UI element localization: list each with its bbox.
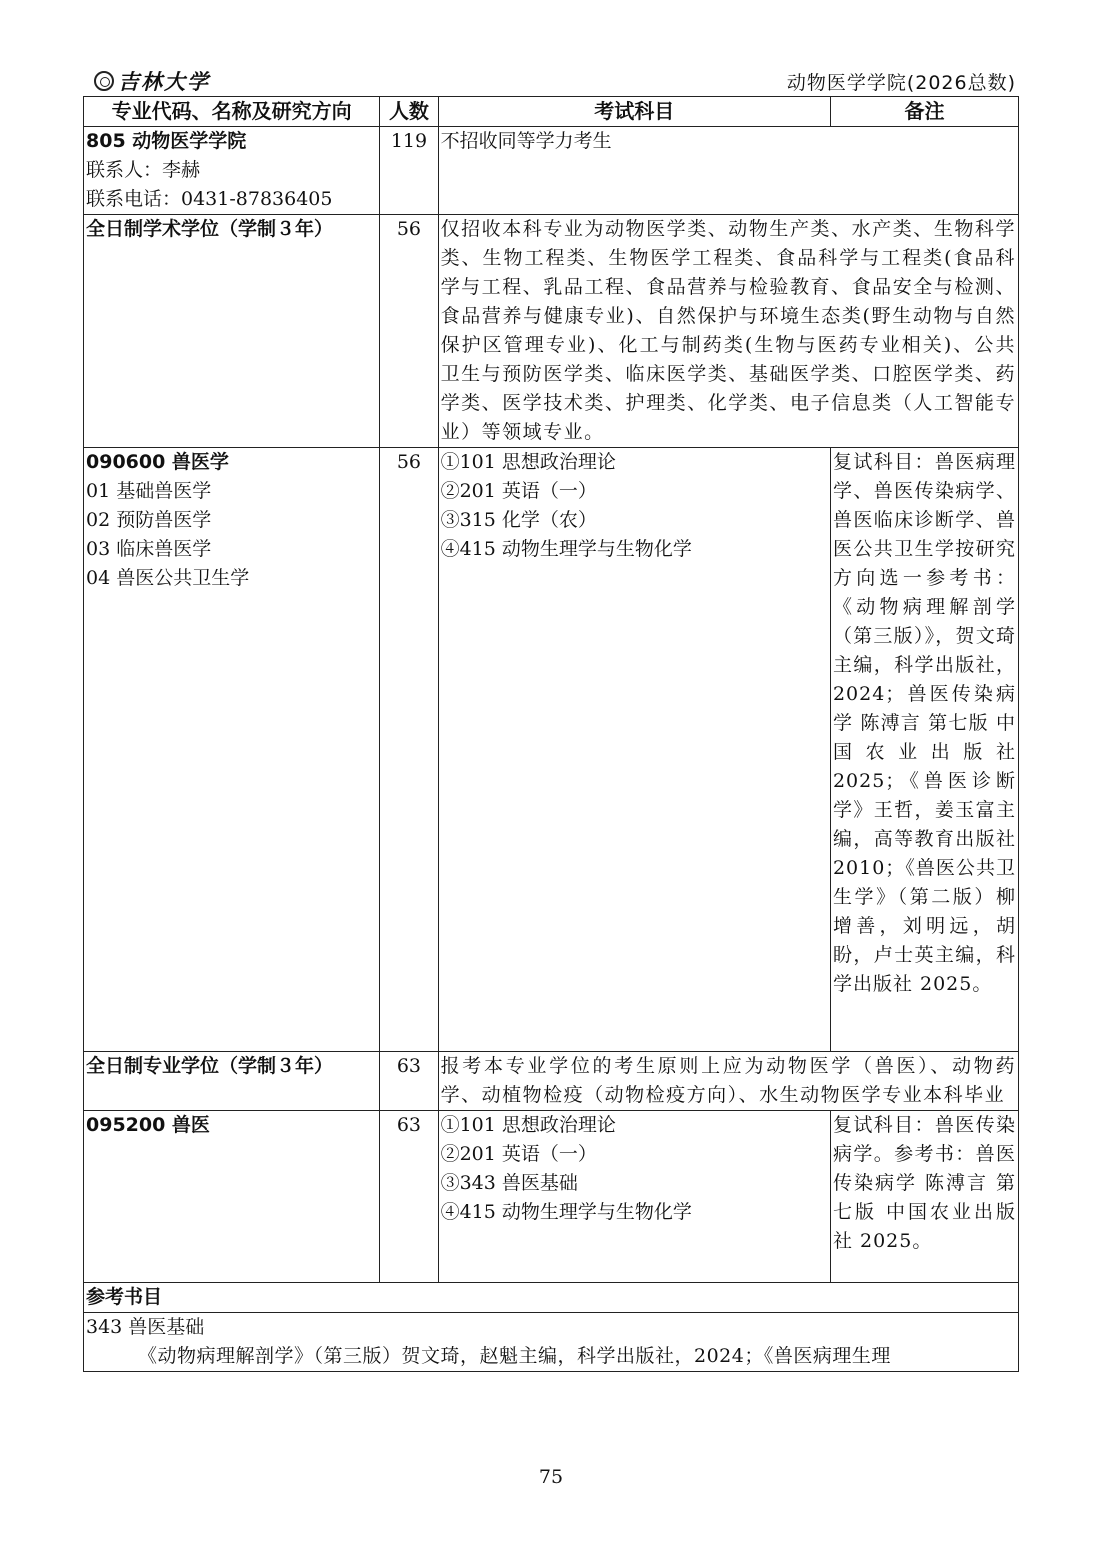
header-remarks: 备注 — [830, 97, 1018, 127]
subject-item: ④415 动物生理学与生物化学 — [440, 1201, 692, 1223]
university-logo-text: 吉林大学 — [118, 69, 210, 94]
subject-item: ④415 动物生理学与生物化学 — [440, 538, 692, 560]
subject-item: ①101 思想政治理论 — [440, 451, 616, 473]
direction-item: 02 预防兽医学 — [86, 509, 212, 531]
direction-item: 03 临床兽医学 — [86, 538, 212, 560]
college-phone: 联系电话：0431-87836405 — [86, 188, 333, 210]
major-095200-count: 63 — [380, 1111, 438, 1283]
subject-item: ③343 兽医基础 — [440, 1172, 578, 1194]
references-body-row — [84, 1313, 1019, 1372]
subject-item: ③315 化学（农） — [440, 509, 597, 531]
university-logo — [94, 68, 210, 94]
university-seal-icon — [94, 71, 114, 91]
page-header — [84, 66, 1018, 96]
header-subjects: 考试科目 — [438, 97, 830, 127]
professional-degree-note: 报考本专业学位的考生原则上应为动物医学（兽医）、动物药学、动植物检疫（动物检疫方向）、水生动物医学专业本科毕业 — [438, 1052, 1018, 1111]
direction-item: 04 兽医公共卫生学 — [86, 567, 250, 589]
professional-degree-count: 63 — [380, 1052, 438, 1111]
academic-degree-name: 全日制学术学位（学制３年） — [84, 215, 380, 448]
references-title: 参考书目 — [84, 1283, 1019, 1313]
academic-degree-count: 56 — [380, 215, 438, 448]
major-090600-remark: 复试科目：兽医病理学、兽医传染病学、兽医临床诊断学、兽医公共卫生学按研究方向选一参考书：《动物病理解剖学（第三版）》，贺文琦主编，科学出版社，2024；兽医传染病学 陈溥言 第七版 中国农业出版社 2025；《兽医诊断学》王哲，姜玉富主编，高等教育出版社 2010；《兽医公共卫生学》（第二版）柳增善，刘明远，胡盼，卢士英主编，科学出版社 2025。 — [830, 448, 1018, 1052]
college-row — [84, 127, 1019, 215]
college-contact: 联系人：李赫 — [86, 159, 201, 181]
major-095200-subjects — [438, 1111, 830, 1283]
academic-degree-note: 仅招收本科专业为动物医学类、动物生产类、水产类、生物科学类、生物工程类、生物医学工程类、食品科学与工程类(食品科学与工程、乳品工程、食品营养与检验教育、食品安全与检测、食品营养与健康专业)、自然保护与环境生态类(野生动物与自然保护区管理专业)、化工与制药类(生物与医药专业相关)、公共卫生与预防医学类、临床医学类、基础医学类、口腔医学类、药学类、医学技术类、护理类、化学类、电子信息类（人工智能专业）等领域专业。 — [438, 215, 1018, 448]
header-title: 动物医学学院(2026总数) — [786, 72, 1016, 94]
major-090600-name: 090600 兽医学 — [86, 451, 229, 473]
college-count: 119 — [380, 127, 438, 215]
subject-item: ②201 英语（一） — [440, 1143, 597, 1165]
direction-item: 01 基础兽医学 — [86, 480, 212, 502]
reference-text: 《动物病理解剖学》（第三版）贺文琦，赵魁主编，科学出版社，2024；《兽医病理生理 — [138, 1345, 891, 1367]
major-095200-remark: 复试科目：兽医传染病学。参考书：兽医传染病学 陈溥言 第七版 中国农业出版社 2025。 — [830, 1111, 1018, 1283]
professional-degree-name: 全日制专业学位（学制３年） — [84, 1052, 380, 1111]
college-info — [84, 127, 380, 215]
major-090600-count: 56 — [380, 448, 438, 1052]
major-095200-row — [84, 1111, 1019, 1283]
subject-item: ②201 英语（一） — [440, 480, 597, 502]
references-body — [84, 1313, 1019, 1372]
major-095200-name: 095200 兽医 — [84, 1111, 380, 1283]
header-major: 专业代码、名称及研究方向 — [84, 97, 380, 127]
academic-degree-row — [84, 215, 1019, 448]
admissions-table — [83, 96, 1019, 1372]
header-count: 人数 — [380, 97, 438, 127]
college-note: 不招收同等学力考生 — [438, 127, 1018, 215]
college-name: 805 动物医学学院 — [86, 130, 247, 152]
reference-subject: 343 兽医基础 — [86, 1316, 205, 1338]
major-090600-subjects — [438, 448, 830, 1052]
table-header-row — [84, 97, 1019, 127]
major-090600-info — [84, 448, 380, 1052]
page-number: 75 — [538, 1466, 564, 1488]
subject-item: ①101 思想政治理论 — [440, 1114, 616, 1136]
professional-degree-row — [84, 1052, 1019, 1111]
major-090600-row — [84, 448, 1019, 1052]
references-title-row — [84, 1283, 1019, 1313]
